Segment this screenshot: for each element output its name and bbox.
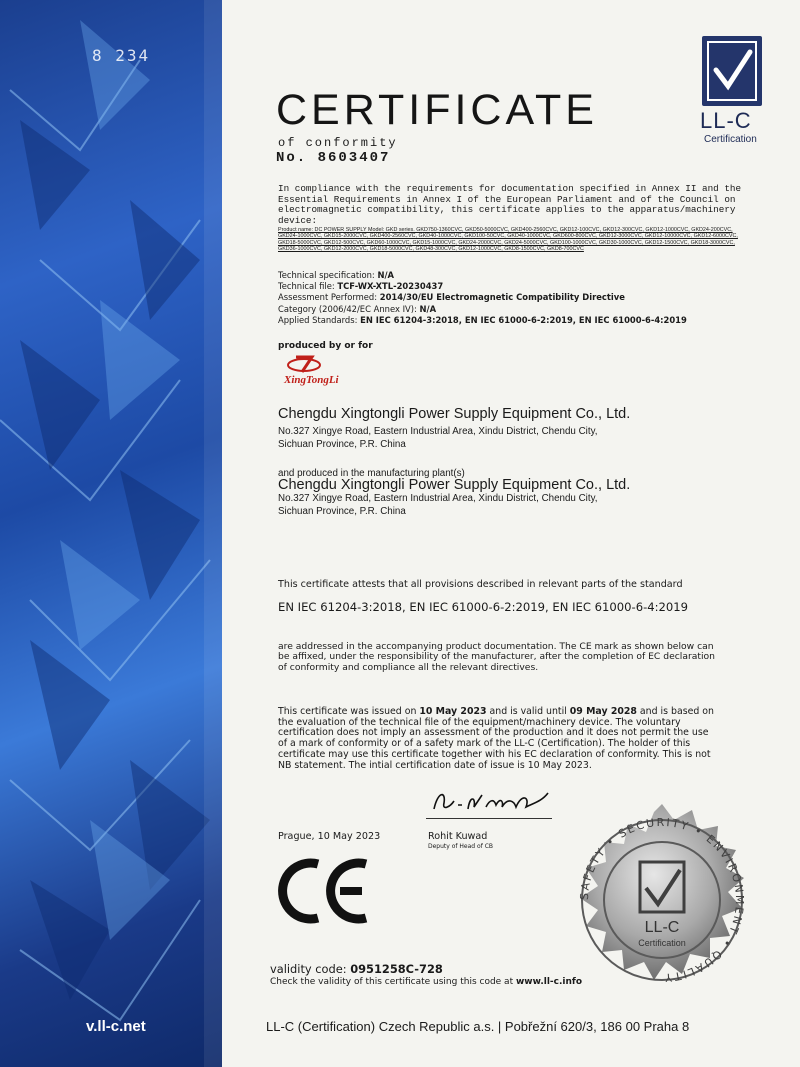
intro-paragraph: In compliance with the requirements for documentation specified in Annex II and the Essential Requirements in Annex I of the European Parliament and of the Council on electromagnetic compatibility, this certificate applies to the apparatus/machinery device: xyxy=(278,183,742,226)
logo-subtext: Certification xyxy=(704,134,757,145)
check-url-link[interactable]: www.ll-c.info xyxy=(515,977,583,987)
producer-company: Chengdu Xingtongli Power Supply Equipment Co., Ltd. xyxy=(278,406,631,422)
standards-list: EN IEC 61204-3:2018, EN IEC 61000-6-2:2019, EN IEC 61000-6-4:2019 xyxy=(278,600,689,614)
producer-address: No.327 Xingye Road, Eastern Industrial Area, Xindu District, Chendu City, Sichuan Province, P.R. China xyxy=(278,426,598,450)
decorative-band xyxy=(0,0,222,1067)
validity-paragraph: This certificate was issued on 10 May 2023 and is valid until 09 May 2028 and is based on the evaluation of the technical file of the equipment/machinery device. The voluntary certification does not imply an assessment of the production and it does not permit the use of a mark of conformity or of a safety mark of the LL-C (Certification). The holder of this certificate may use this certificate together with his EC declaration of conformity. This is not NB statement. The intial certification date of issue is 10 May 2023. xyxy=(278,706,714,771)
embossed-seal-icon xyxy=(562,800,762,1000)
logo-text: LL-C xyxy=(700,108,752,133)
certificate-title: CERTIFICATE xyxy=(276,86,598,134)
applied-standards-row: Applied Standards: EN IEC 61204-3:2018, EN IEC 61000-6-2:2019, EN IEC 61000-6-4:2019 xyxy=(278,314,687,325)
plant-address: No.327 Xingye Road, Eastern Industrial Area, Xindu District, Chendu City, Sichuan Province, P.R. China xyxy=(278,493,598,517)
footer-address: LL-C (Certification) Czech Republic a.s. | Pobřežní 620/3, 186 00 Praha 8 xyxy=(266,1019,690,1034)
serial-number: 8 234 xyxy=(92,46,151,65)
plant-label: and produced in the manufacturing plant(s) xyxy=(278,468,465,479)
signature-image xyxy=(428,783,556,819)
band-pattern xyxy=(0,0,222,1067)
signature-line xyxy=(426,818,552,819)
check-validity-line: Check the validity of this certificate using this code at www.ll-c.info xyxy=(270,977,583,987)
svg-text:SAFETY • SECURITY • ENVIRONMEN: SAFETY • SECURITY • ENVIRONMENT • QUALITY xyxy=(577,815,747,985)
produced-label: produced by or for xyxy=(278,341,373,351)
attest-paragraph: This certificate attests that all provisions described in relevant parts of the standard xyxy=(278,579,683,590)
certificate-body xyxy=(232,0,792,1067)
addressed-paragraph: are addressed in the accompanying product documentation. The CE mark as shown below can be affixed, under the responsibility of the manufacturer, after the completion of EC declaration of conformity and compliance all the relevant directives. xyxy=(278,641,715,673)
svg-text:LL-C: LL-C xyxy=(644,919,680,936)
plant-company: Chengdu Xingtongli Power Supply Equipment Co., Ltd. xyxy=(278,477,631,493)
validity-code: validity code: 0951258C-728 xyxy=(270,962,443,976)
ce-mark-icon xyxy=(274,856,374,926)
llc-logo-icon xyxy=(702,36,762,106)
assessment-row: Assessment Performed: 2014/30/EU Electromagnetic Compatibility Directive xyxy=(278,292,625,303)
svg-text:Certification: Certification xyxy=(638,938,686,948)
tech-spec-row: Technical specification: N/A xyxy=(278,270,394,280)
signer-name: Rohit Kuwad xyxy=(428,831,488,842)
manufacturer-logo-icon xyxy=(286,354,322,374)
specification-list xyxy=(278,270,687,326)
certificate-subtitle: of conformity xyxy=(278,136,398,150)
product-models: Product name: DC POWER SUPPLY Model: GKD series. GKD750-1360CVC, GKD50-5000CVC, GKD400-2560CVC, GKD12-100CVC, GKD12-300CVC, GKD12-1000CVC, GKD24-200CVC, GKD24-1000CVC, GKD15-2000CVC, GKD400-2560CVC, GKD40-1000CVC, GKD100-50CVC, GKD40-1000CVC, GKD600-800CVC, GKD12-3000CVC, GKD12-10000CVC, GKD12-6000CVC, GKD18-5000CVC, GKD12-500CVC, GKD60-1000CVC, GKD15-1000CVC, GKD24-2000CVC, GKD24-5000CVC, GKD100-1000CVC, GKD30-1000CVC, GKD12-1500CVC, GKD18-3000CVC, GKD36-1000CVC, GKD12-2000CVC, GKD18-5000CVC, GKD48-300CVC, GKD12-1000CVC, GKD8-1500CVC, GKD8-700CVC xyxy=(278,227,738,253)
tech-file-row: Technical file: TCF-WX-XTL-20230437 xyxy=(278,281,444,292)
manufacturer-logo-text: XingTongLi xyxy=(284,374,339,386)
place-date: Prague, 10 May 2023 xyxy=(278,831,381,842)
certificate-number: No. 8603407 xyxy=(276,150,391,166)
website-url: v.ll-c.net xyxy=(86,1018,146,1035)
category-row: Category (2006/42/EC Annex IV): N/A xyxy=(278,303,437,314)
signer-role: Deputy of Head of CB xyxy=(428,843,494,850)
